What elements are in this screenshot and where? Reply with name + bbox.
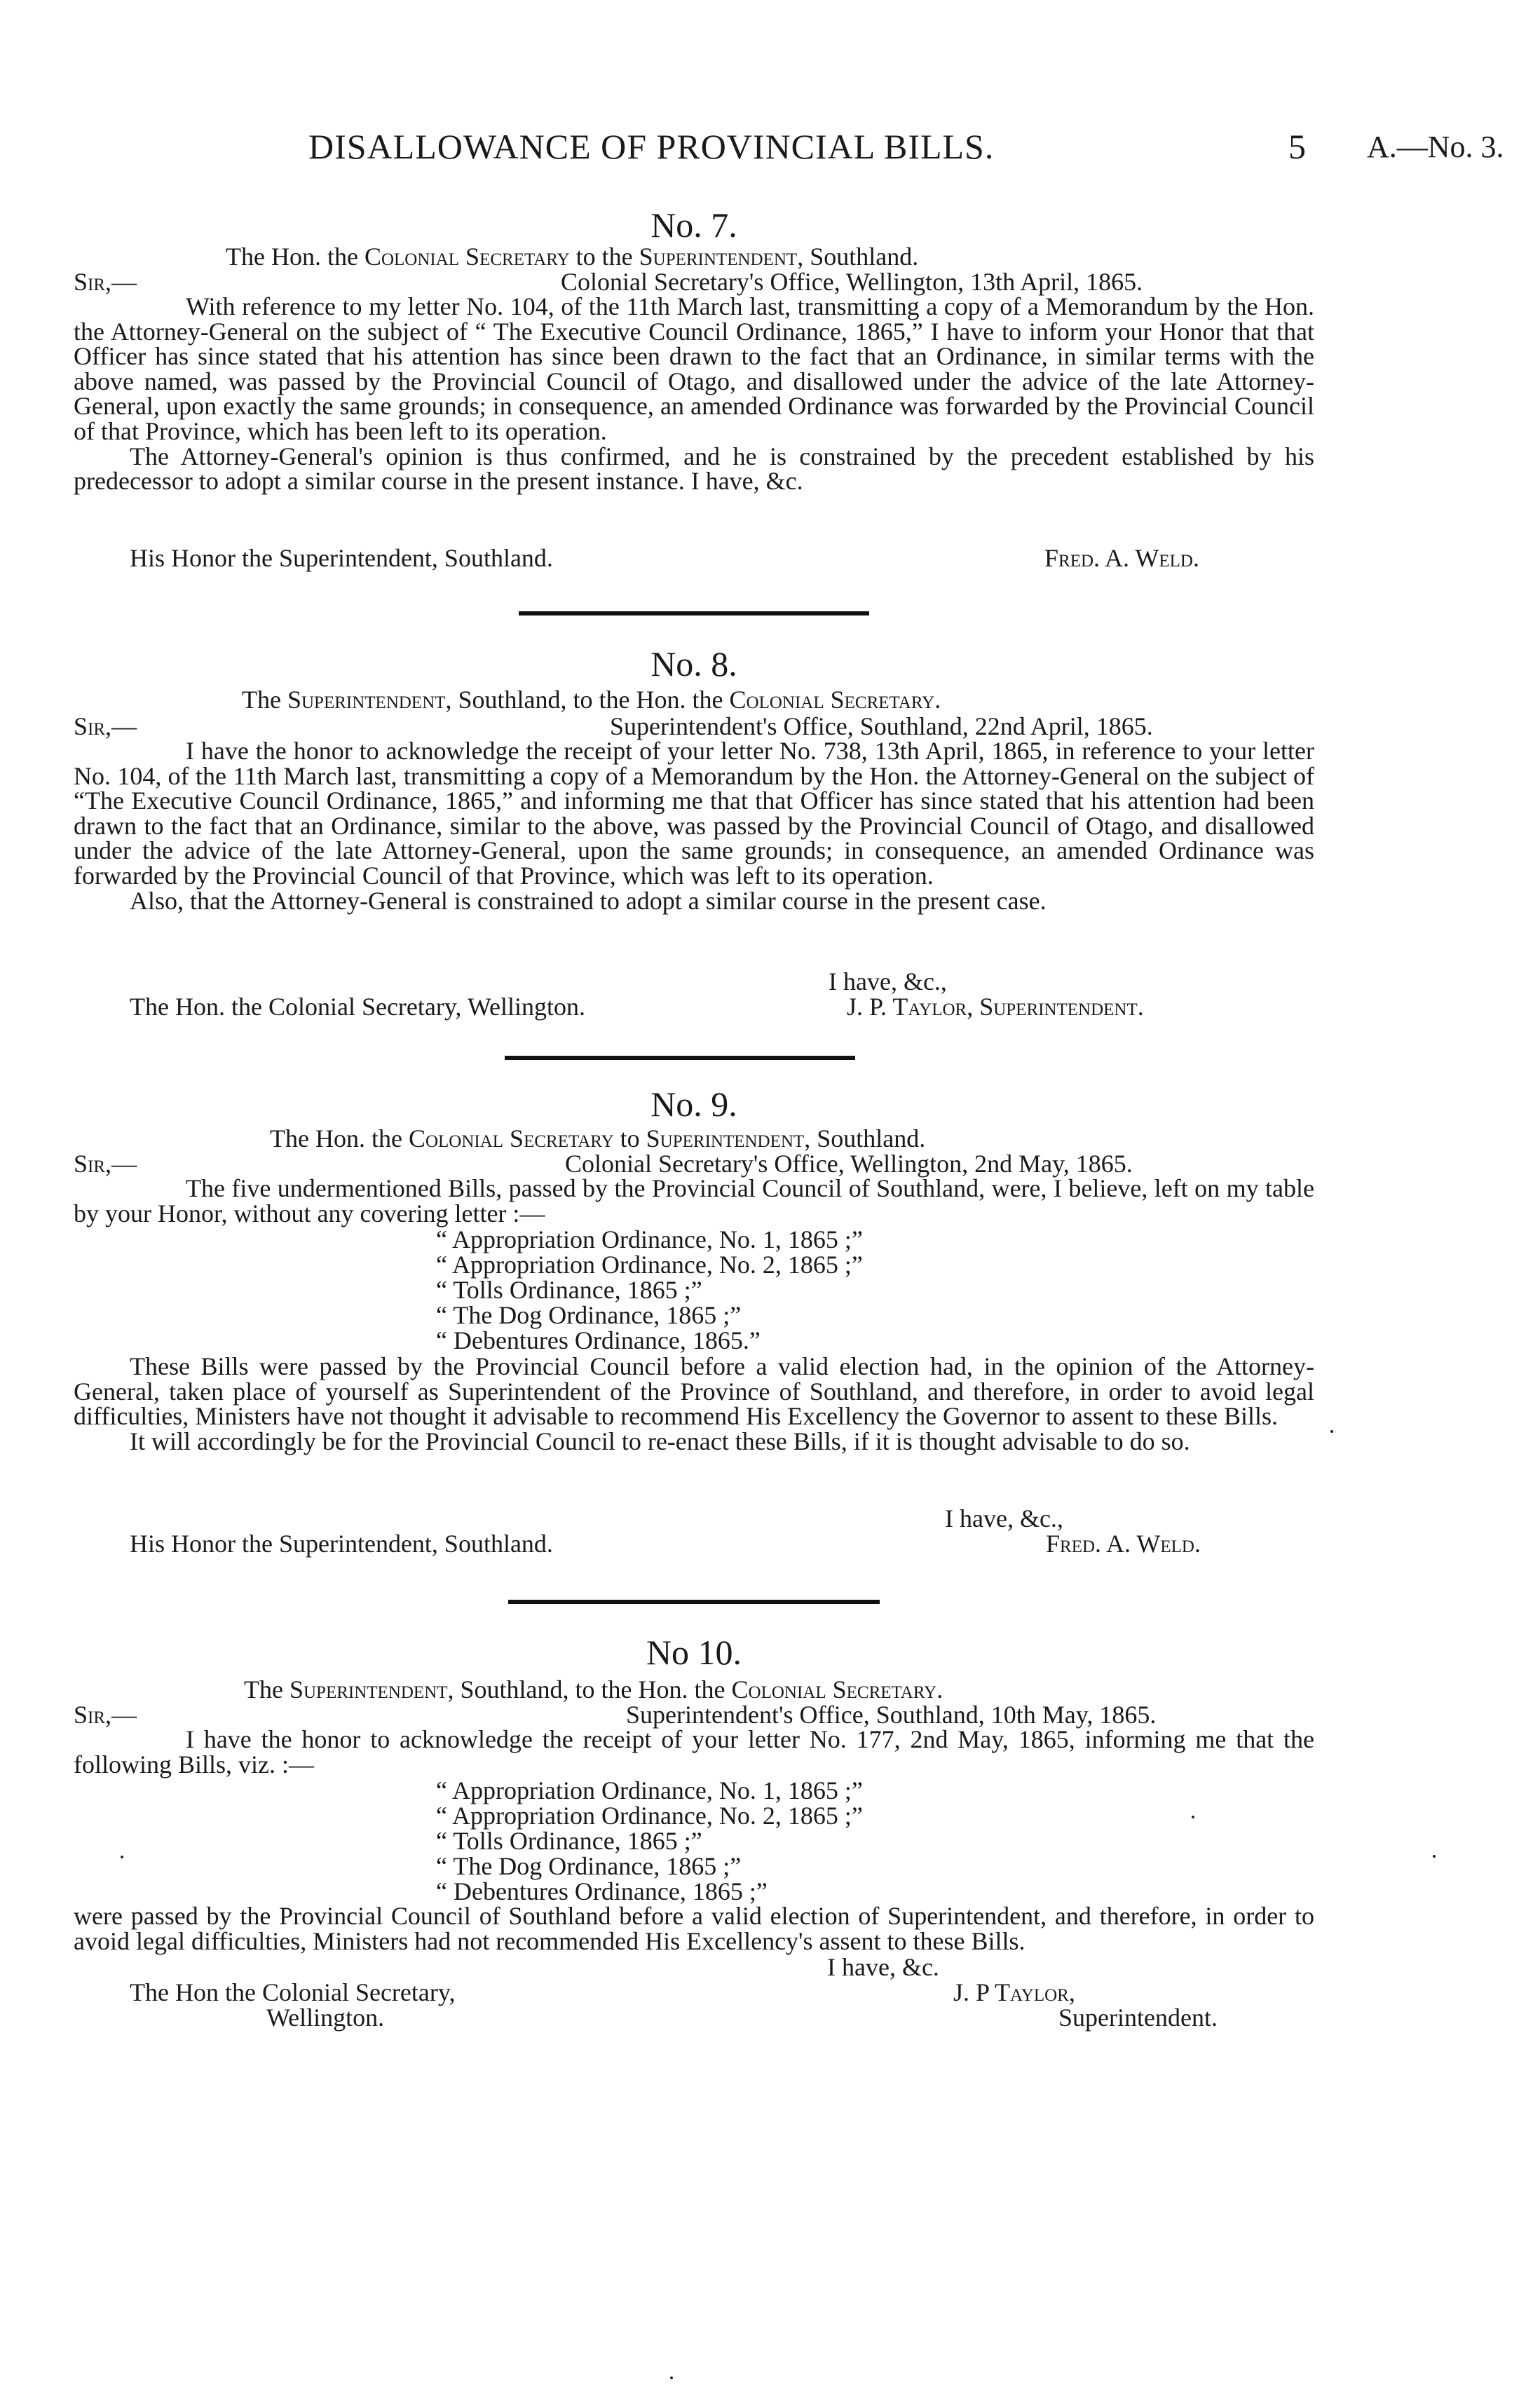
- letter-from-to: The Superintendent, Southland, to the Hon. the Colonial Secretary.: [242, 686, 941, 714]
- addressee: His Honor the Superintendent, Southland.: [130, 1530, 553, 1558]
- place-date: Colonial Secretary's Office, Wellington, 13th April, 1865.: [561, 268, 1143, 296]
- body-paragraph: With reference to my letter No. 104, of the 11th March last, transmitting a copy of a Memorandum by the Hon. the Attorney-General on the subject of “ The Executive Council Ordinance, 1865,” I have to inform your Honor that that Officer has since stated that his attention has since been drawn to the fact that an Ordinance, in similar terms with the above named, was passed by the Provincial Council of Otago, and disallowed under the advice of the late Attorney-General, upon exactly the same grounds; in consequence, an amended Ordinance was forwarded by the Provincial Council of that Province, which has been left to its operation.: [74, 292, 1314, 445]
- bill-item: “ Tolls Ordinance, 1865 ;”: [436, 1827, 702, 1855]
- letter-number: No. 7.: [650, 205, 737, 245]
- letter-from-to: The Hon. the Colonial Secretary to the Superintendent, Southland.: [226, 243, 919, 271]
- salutation: Sir,—: [74, 1150, 137, 1178]
- addressee: The Hon the Colonial Secretary,: [130, 1978, 456, 2006]
- letter-number: No 10.: [646, 1633, 742, 1672]
- print-speck: [1330, 1430, 1333, 1433]
- addressee: The Hon. the Colonial Secretary, Wellington.: [130, 993, 585, 1021]
- body-paragraph: The Attorney-General's opinion is thus confirmed, and he is constrained by the precedent established by his predecessor to adopt a similar course in the present instance. I have, &c.: [74, 442, 1314, 496]
- letter-number: No. 8.: [650, 644, 737, 683]
- letter-number: No. 9.: [650, 1084, 737, 1124]
- closing: I have, &c.,: [829, 967, 947, 995]
- bill-list: [436, 1227, 863, 1353]
- print-speck: [1192, 1816, 1194, 1818]
- addressee: His Honor the Superintendent, Southland.: [130, 544, 553, 572]
- signature: J. P. Taylor, Superintendent.: [847, 993, 1144, 1021]
- salutation: Sir,—: [74, 1701, 137, 1729]
- section-divider: [505, 1056, 855, 1060]
- body-paragraph: I have the honor to acknowledge the receipt of your letter No. 738, 13th April, 1865, in reference to your letter No. 104, of the 11th March last, transmitting a copy of a Memorandum by the Hon. the Attorney-General on the subject of “The Executive Council Ordinance, 1865,” and informing me that that Officer has since stated that his attention had been drawn to the fact that an Ordinance, similar to the above, was passed by the Provincial Council of Otago, and disallowed under the advice of the late Attorney-General, upon the same grounds; in consequence, an amended Ordinance was forwarded by the Provincial Council of that Province, which was left to its operation.: [74, 737, 1314, 890]
- bill-item: “ Appropriation Ordinance, No. 1, 1865 ;”: [436, 1225, 863, 1253]
- document-reference: A.—No. 3.: [1367, 130, 1504, 164]
- addressee-city: Wellington.: [266, 2004, 385, 2032]
- print-speck: [1433, 1855, 1436, 1858]
- closing: I have, &c.: [827, 1953, 939, 1981]
- bill-item: “ Appropriation Ordinance, No. 2, 1865 ;”: [436, 1251, 863, 1279]
- closing: I have, &c.,: [945, 1504, 1063, 1532]
- letter-intro: I have the honor to acknowledge the receipt of your letter No. 177, 2nd May, 1865, informing me that the following Bills, viz. :—: [74, 1725, 1314, 1778]
- letter-body: [74, 1904, 1314, 1954]
- bill-item: “ The Dog Ordinance, 1865 ;”: [436, 1852, 742, 1880]
- bill-item: “ Appropriation Ordinance, No. 1, 1865 ;”: [436, 1776, 863, 1804]
- bill-item: “ Debentures Ordinance, 1865 ;”: [436, 1877, 768, 1905]
- bill-item: “ The Dog Ordinance, 1865 ;”: [436, 1301, 742, 1329]
- body-paragraph: It will accordingly be for the Provincial Council to re-enact these Bills, if it is thought advisable to do so.: [130, 1427, 1190, 1455]
- print-speck: [121, 1856, 123, 1858]
- bill-item: “ Tolls Ordinance, 1865 ;”: [436, 1276, 702, 1304]
- section-divider: [519, 611, 869, 615]
- letter-from-to: The Superintendent, Southland, to the Hon. the Colonial Secretary.: [244, 1675, 943, 1703]
- body-paragraph: These Bills were passed by the Provincial Council before a valid election had, in the opinion of the Attorney-General, taken place of yourself as Superintendent of the Province of Southland, and therefore, in order to avoid legal difficulties, Ministers have not thought it advisable to recommend His Excellency the Governor to assent to these Bills.: [74, 1352, 1314, 1431]
- letter-from-to: The Hon. the Colonial Secretary to Superintendent, Southland.: [270, 1124, 926, 1152]
- signature: Fred. A. Weld.: [1044, 544, 1199, 572]
- signature: J. P Taylor,: [953, 1978, 1075, 2006]
- place-date: Superintendent's Office, Southland, 22nd April, 1865.: [610, 712, 1153, 740]
- section-divider: [508, 1600, 880, 1604]
- signature-title: Superintendent.: [1058, 2004, 1218, 2032]
- print-speck: [670, 2376, 673, 2379]
- letter-body: [74, 1354, 1314, 1454]
- body-paragraph: were passed by the Provincial Council of Southland before a valid election of Superintendent, and therefore, in order to avoid legal difficulties, Ministers had not recommended His Excellency's assent to these Bills.: [74, 1902, 1314, 1955]
- page-title: DISALLOWANCE OF PROVINCIAL BILLS.: [308, 127, 995, 166]
- salutation: Sir,—: [74, 268, 137, 296]
- letter-intro: The five undermentioned Bills, passed by the Provincial Council of Southland, were, I believe, left on my table by your Honor, without any covering letter :—: [74, 1174, 1314, 1227]
- salutation: Sir,—: [74, 712, 137, 740]
- letter-body: [74, 739, 1314, 913]
- bill-item: “ Debentures Ordinance, 1865.”: [436, 1326, 761, 1354]
- signature: Fred. A. Weld.: [1046, 1530, 1201, 1558]
- body-paragraph: Also, that the Attorney-General is constrained to adopt a similar course in the present case.: [130, 886, 1047, 915]
- bill-list: [436, 1778, 863, 1904]
- place-date: Superintendent's Office, Southland, 10th May, 1865.: [626, 1701, 1157, 1729]
- page-number: 5: [1288, 127, 1306, 166]
- bill-item: “ Appropriation Ordinance, No. 2, 1865 ;”: [436, 1802, 863, 1830]
- place-date: Colonial Secretary's Office, Wellington, 2nd May, 1865.: [565, 1150, 1133, 1178]
- letter-body: [74, 294, 1314, 494]
